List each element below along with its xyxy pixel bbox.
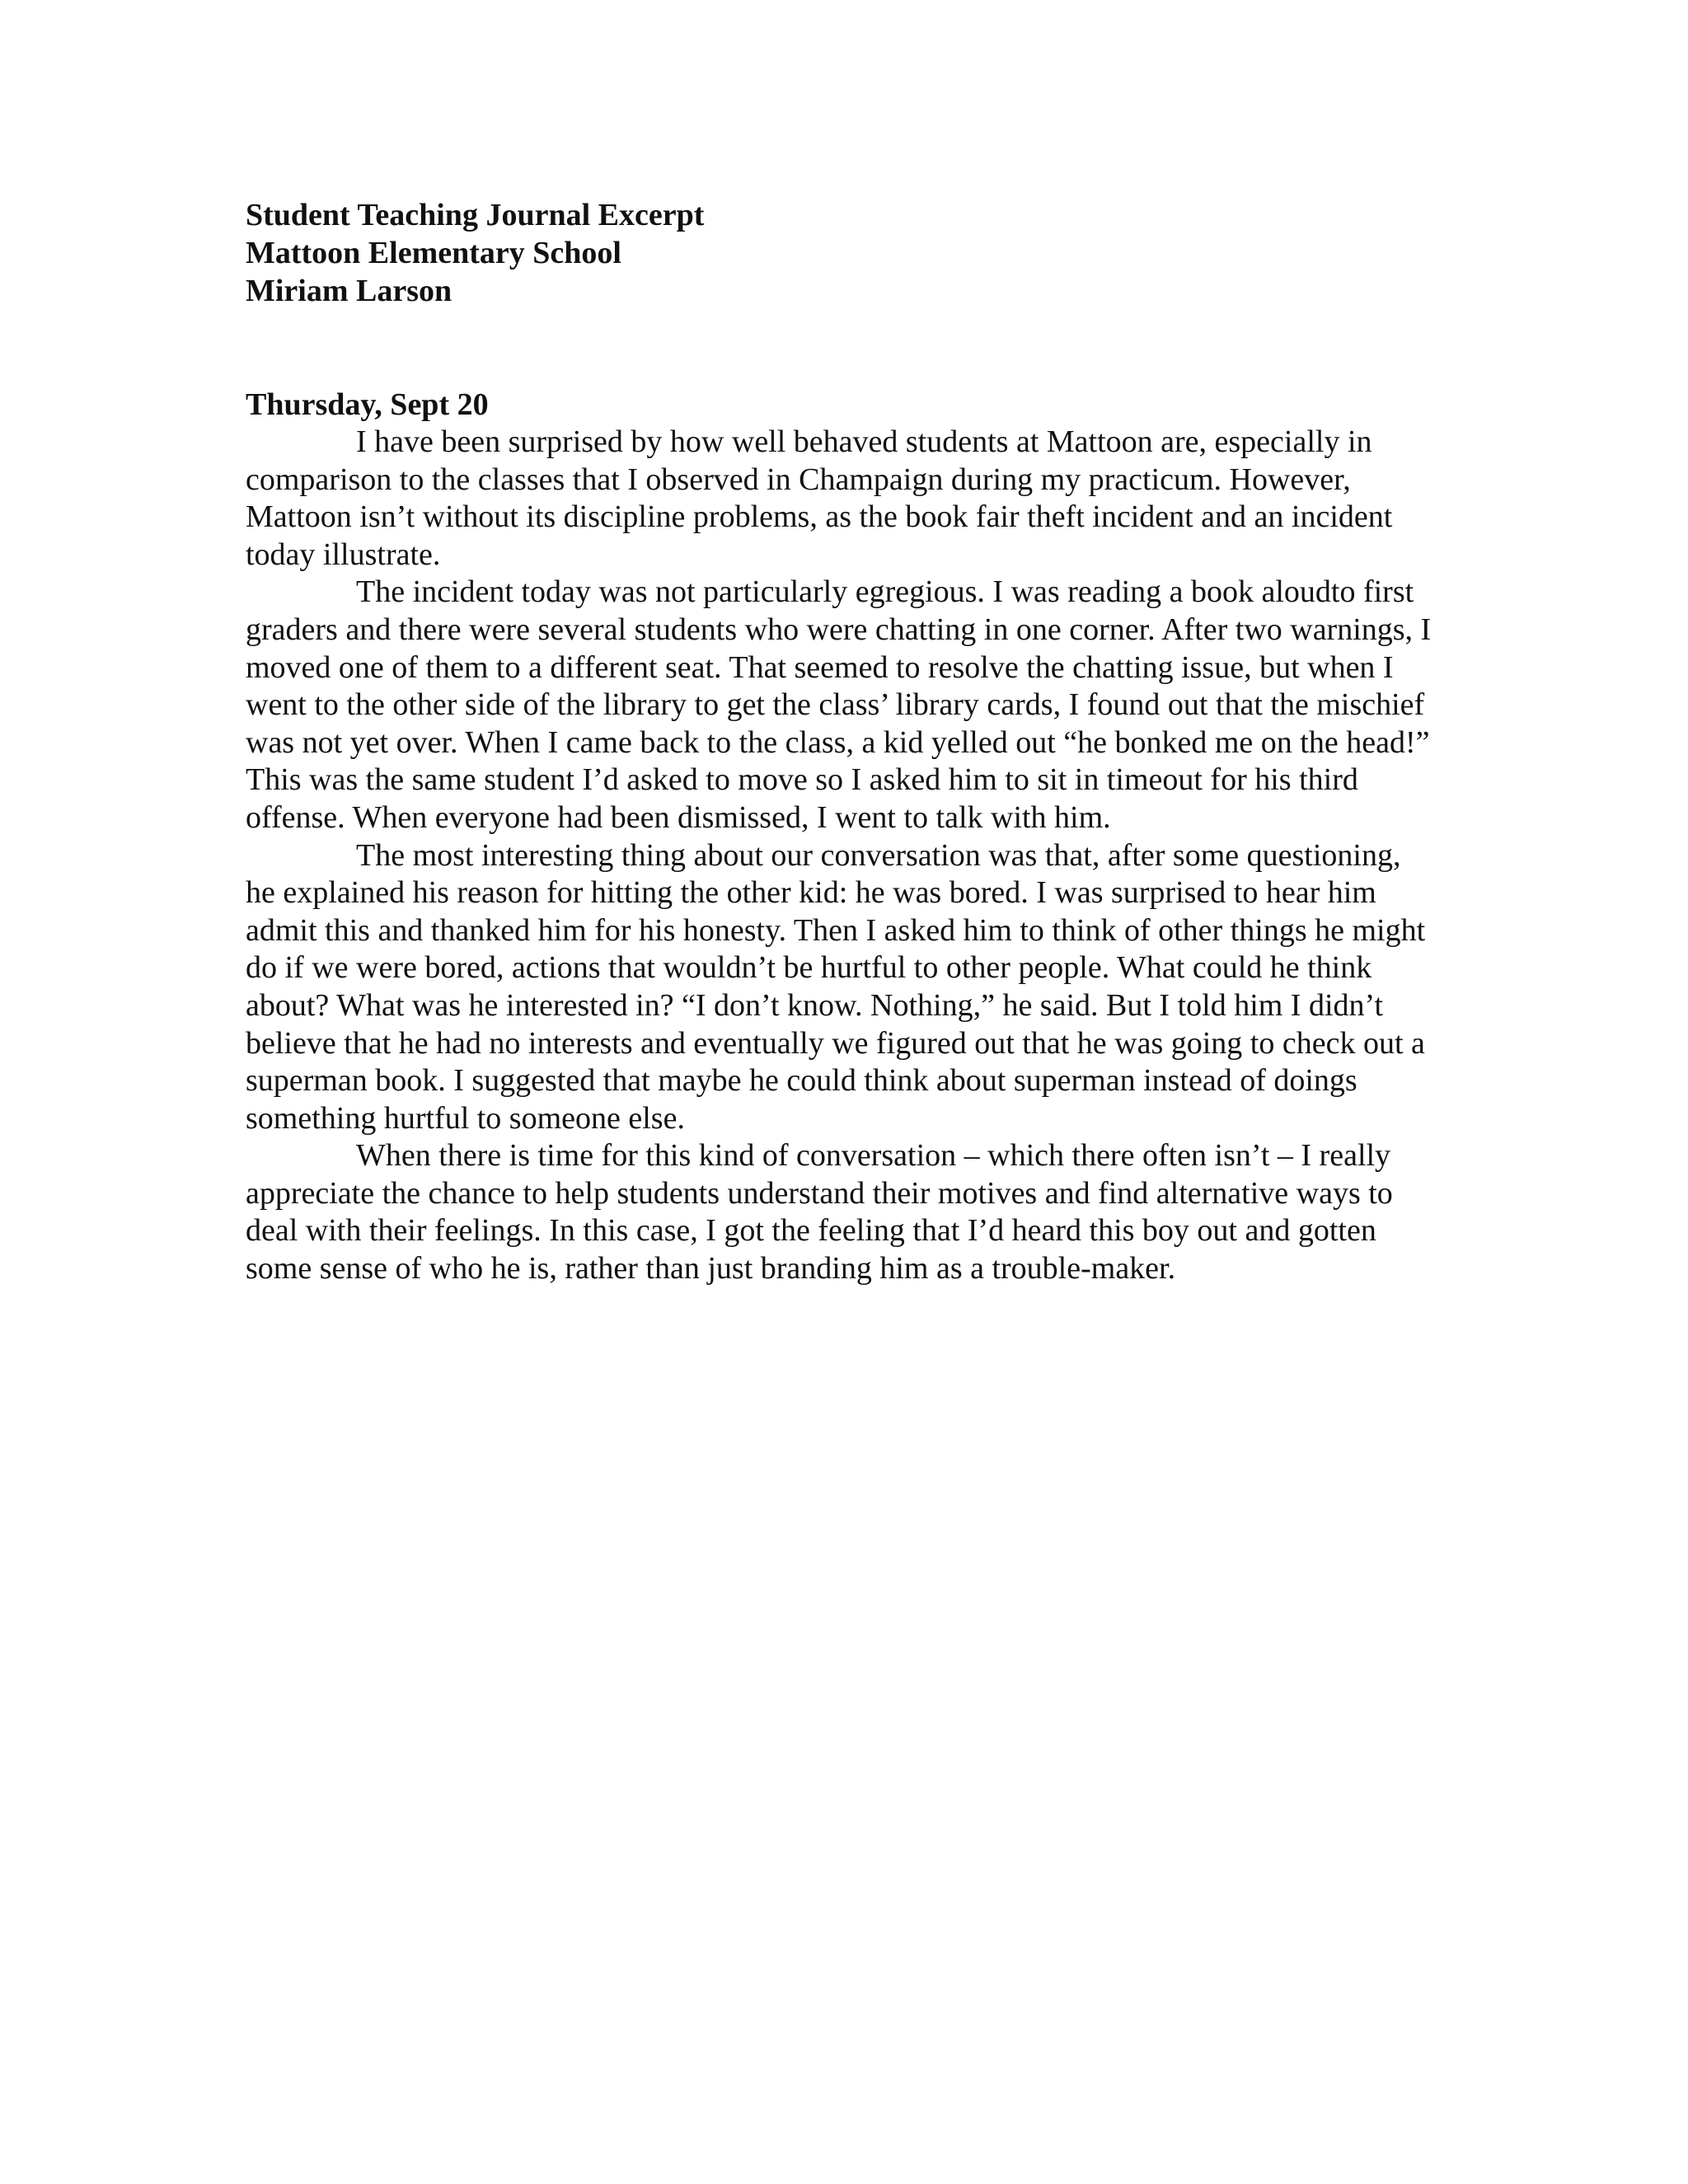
journal-entry xyxy=(246,386,1432,1288)
document-header xyxy=(246,196,1432,310)
entry-paragraph-3: The most interesting thing about our conversation was that, after some questioning, he explained his reason for hitting the other kid: he was bored. I was surprised to hear him admit this and thanked him for his honesty. Then I asked him to think of other things he might do if we were bored, actions that wouldn’t be hurtful to other people. What could he think about? What was he interested in? “I don’t know. Nothing,” he said. But I told him I didn’t believe that he had no interests and eventually we figured out that he was going to check out a superman book. I suggested that maybe he could think about superman instead of doings something hurtful to someone else. xyxy=(246,837,1426,1136)
document-content xyxy=(246,196,1432,1288)
entry-paragraph-2: The incident today was not particularly egregious. I was reading a book aloudto first graders and there were several students who were chatting in one corner. After two warnings, I moved one of them to a different seat. That seemed to resolve the chatting issue, but when I went to the other side of the library to get the class’ library cards, I found out that the mischief was not yet over. When I came back to the class, a kid yelled out “he bonked me on the head!” This was the same student I’d asked to move so I asked him to sit in timeout for his third offense. When everyone had been dismissed, I went to talk with him. xyxy=(246,574,1432,835)
school-name: Mattoon Elementary School xyxy=(246,236,621,270)
entry-paragraph-1: I have been surprised by how well behaved students at Mattoon are, especially in comparison to the classes that I observed in Champaign during my practicum. However, Mattoon isn’t without its discipline problems, as the book fair theft incident and an incident today illustrate. xyxy=(246,424,1393,572)
author-name: Miriam Larson xyxy=(246,274,452,308)
document-title: Student Teaching Journal Excerpt xyxy=(246,198,705,232)
entry-paragraph-4: When there is time for this kind of conversation – which there often isn’t – I really appreciate the chance to help students understand their motives and find alternative ways to deal with their feelings. In this case, I got the feeling that I’d heard this boy out and gotten some sense of who he is, rather than just branding him as a trouble-maker. xyxy=(246,1138,1393,1286)
entry-date: Thursday, Sept 20 xyxy=(246,387,489,422)
